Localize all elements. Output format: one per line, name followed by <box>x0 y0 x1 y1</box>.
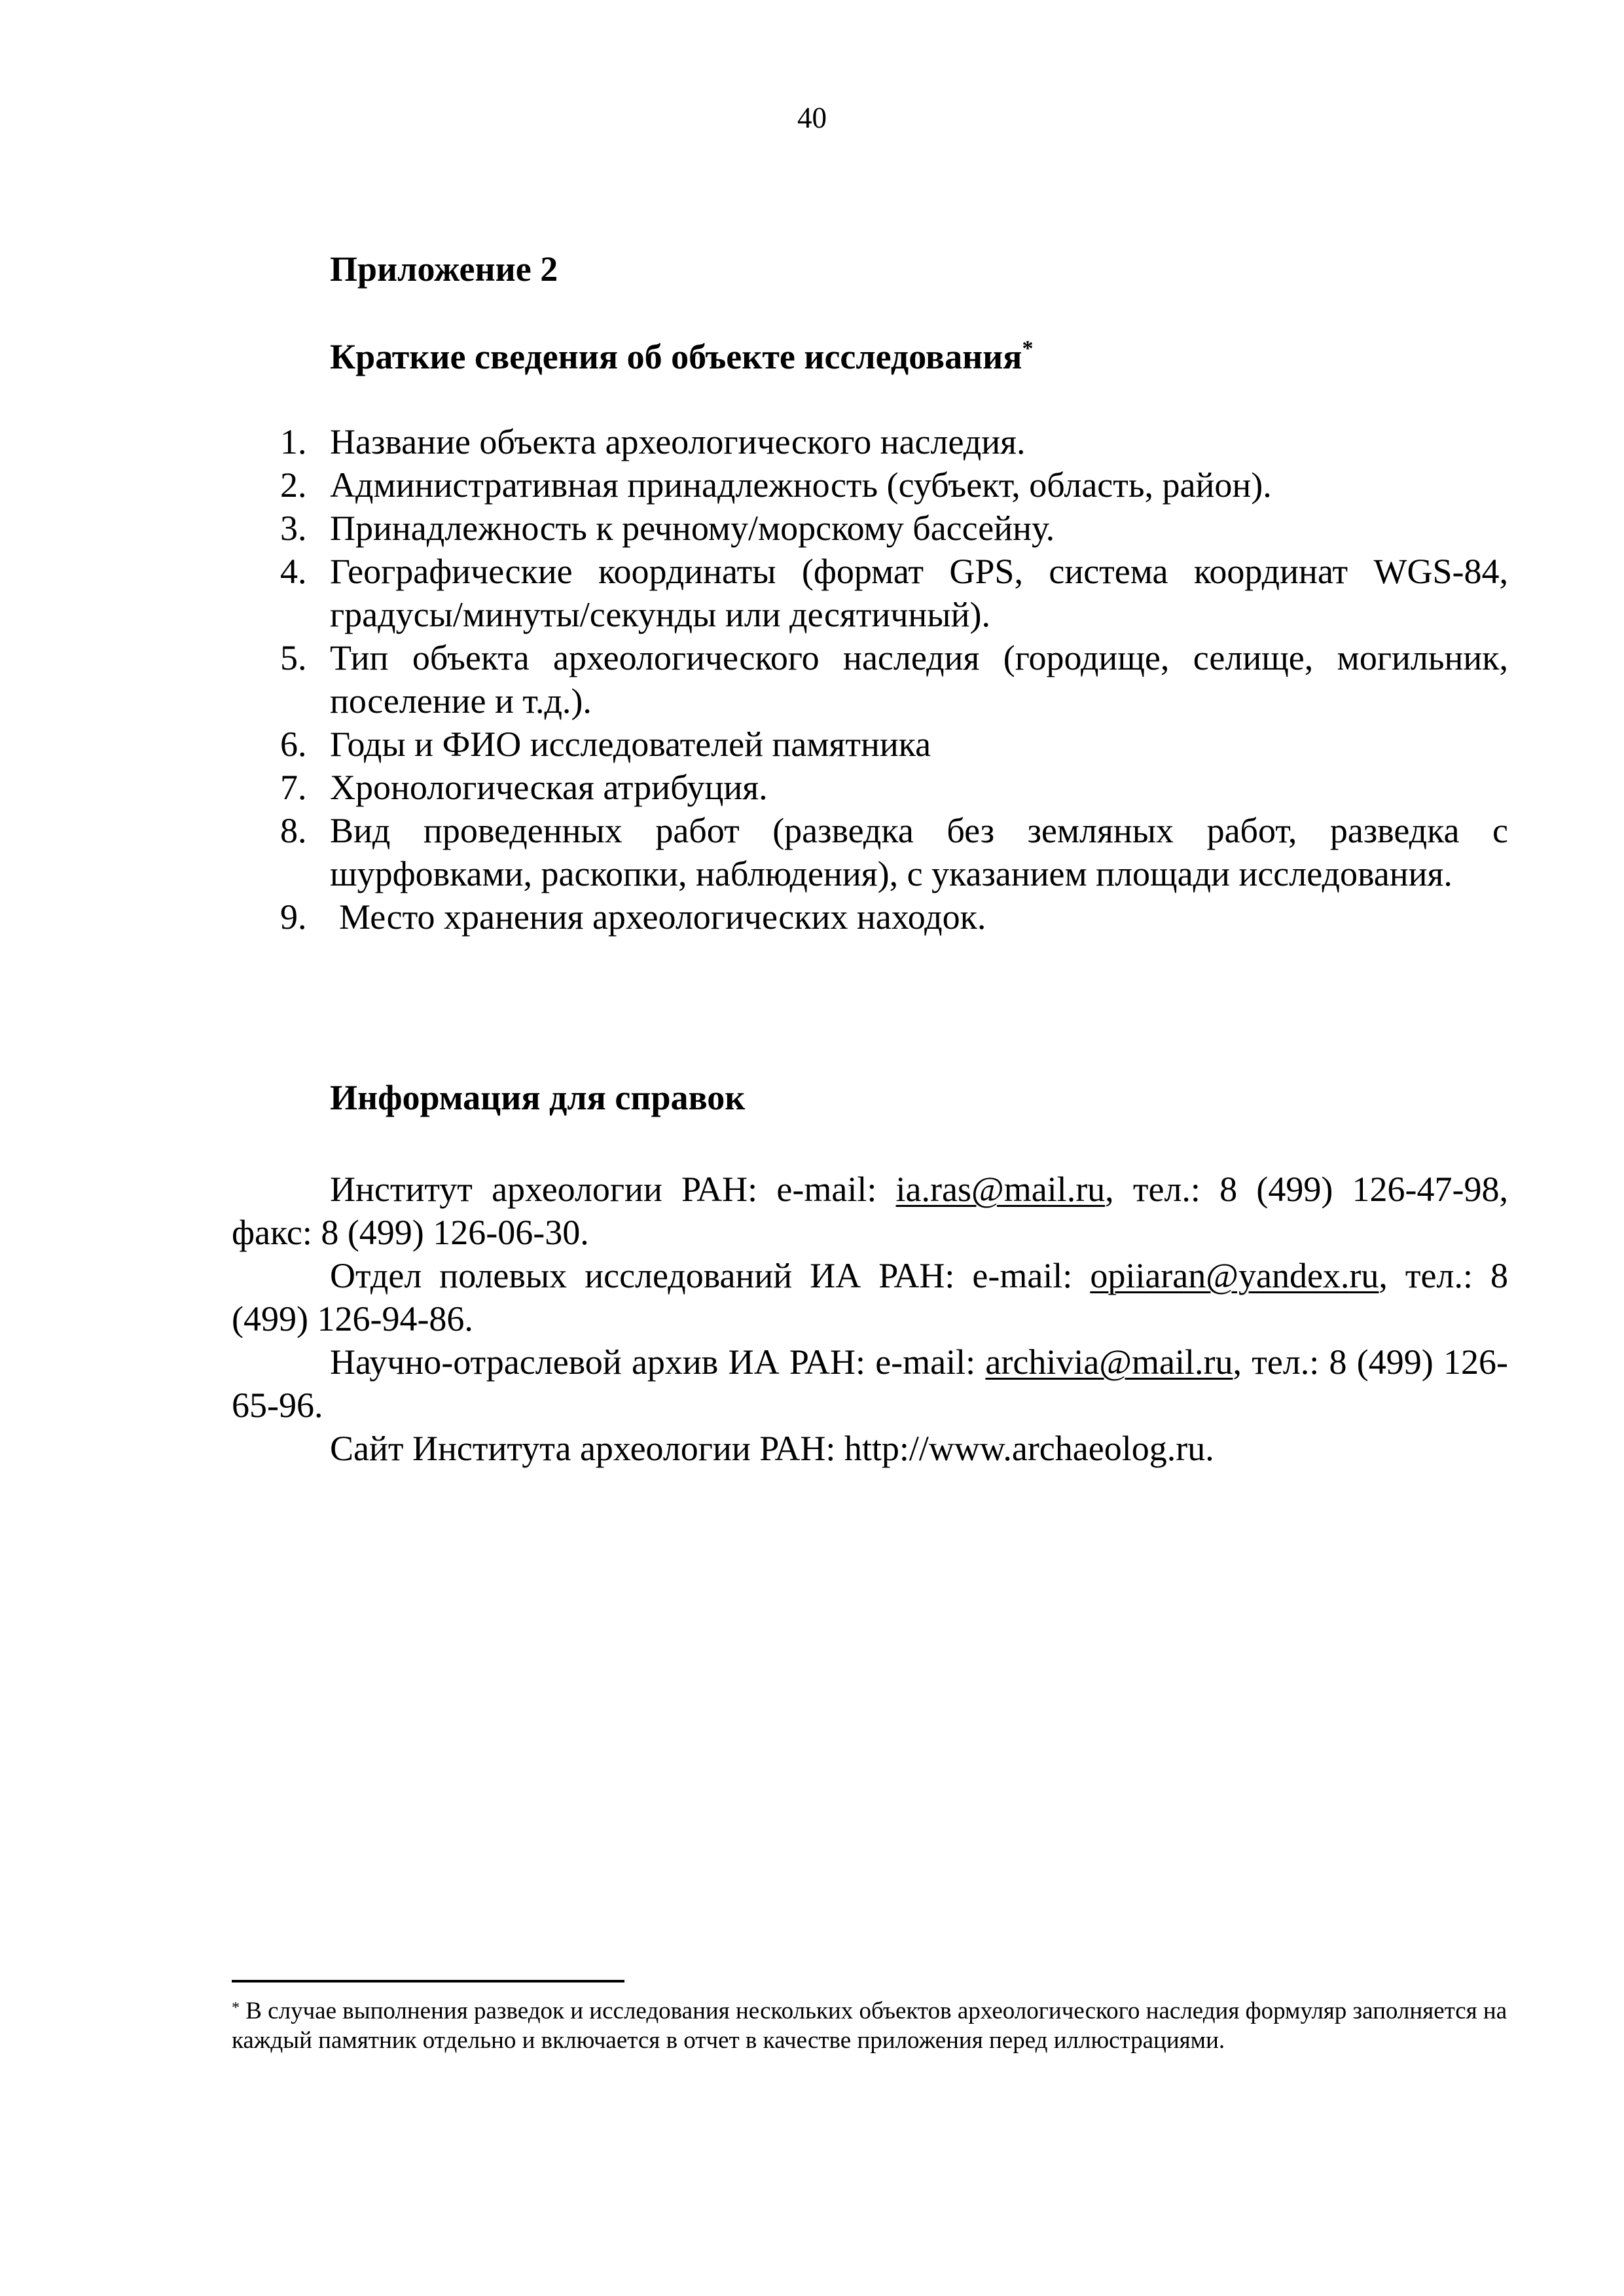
archive-contacts <box>232 1340 1508 1427</box>
field-dept-prefix: Отдел полевых исследований ИА РАН: e-mail: <box>330 1256 1091 1295</box>
list-item-text: Географические координаты (формат GPS, система координат WGS-84, градусы/минуты/секунды или десятичный). <box>330 552 1508 634</box>
list-item <box>229 420 1508 463</box>
institute-suffix: , тел.: 8 (499) 126-47-98, факс: 8 (499) 126-06-30. <box>232 1170 1508 1252</box>
list-item <box>229 809 1508 895</box>
footnote-mark: * <box>232 2000 240 2017</box>
institute-email-link[interactable]: ia.ras@mail.ru <box>895 1170 1106 1209</box>
list-item-number: 7. <box>280 768 307 807</box>
list-item-text: Хронологическая атрибуция. <box>330 768 768 807</box>
list-item-text: Место хранения археологических находок. <box>339 897 986 937</box>
site-contacts <box>232 1427 1508 1470</box>
section-title <box>330 335 1034 378</box>
list-item-number: 6. <box>280 725 307 764</box>
list-item <box>229 766 1508 809</box>
list-item-text: Тип объекта археологического наследия (городище, селище, могильник, поселение и т.д.). <box>330 638 1508 721</box>
site-prefix: Сайт Института археологии РАН: <box>330 1429 844 1468</box>
footnote-text: В случае выполнения разведок и исследования нескольких объектов археологического наследия формуляр заполняется на каждый памятник отдельно и включается в отчет в качестве приложения перед иллюстрациями. <box>232 1998 1507 2054</box>
list-item <box>229 463 1508 507</box>
section-title-text: Краткие сведения об объекте исследования <box>330 337 1022 376</box>
list-item <box>229 550 1508 636</box>
field-dept-email-link[interactable]: opiiaran@yandex.ru <box>1090 1256 1379 1295</box>
appendix-title: Приложение 2 <box>330 249 558 289</box>
list-item <box>229 507 1508 550</box>
list-item <box>229 636 1508 723</box>
site-url[interactable]: http://www.archaeolog.ru. <box>844 1429 1214 1468</box>
list-item-number: 8. <box>280 811 307 850</box>
list-item-number: 3. <box>280 509 307 548</box>
list-item-text: Вид проведенных работ (разведка без земляных работ, разведка с шурфовками, раскопки, наблюдения), с указанием площади исследования. <box>330 811 1508 893</box>
archive-prefix: Научно-отраслевой архив ИА РАН: e-mail: <box>330 1342 986 1382</box>
list-item-number: 1. <box>280 422 307 461</box>
list-item-number: 4. <box>280 552 307 591</box>
list-item-number: 9. <box>280 897 307 937</box>
archive-email-link[interactable]: archivia@mail.ru <box>985 1342 1233 1382</box>
institute-contacts <box>232 1168 1508 1254</box>
archive-suffix: , тел.: 8 (499) 126-65-96. <box>232 1342 1509 1425</box>
field-dept-suffix: , тел.: 8 (499) 126-94-86. <box>232 1256 1508 1338</box>
list-item-number: 2. <box>280 465 307 505</box>
list-item-text: Административная принадлежность (субъект, область, район). <box>330 465 1272 505</box>
list-item <box>229 723 1508 766</box>
page-number: 40 <box>797 101 827 134</box>
research-object-list <box>229 420 1508 939</box>
list-item-text: Принадлежность к речному/морскому бассейну. <box>330 509 1055 548</box>
info-title: Информация для справок <box>330 1078 746 1117</box>
footnote-divider <box>232 1980 624 1982</box>
section-title-footnote-mark: * <box>1022 336 1034 361</box>
field-dept-contacts <box>232 1254 1508 1340</box>
footnote <box>232 1996 1508 2055</box>
info-block <box>232 1168 1508 1470</box>
institute-prefix: Институт археологии РАН: e-mail: <box>330 1170 896 1209</box>
list-item <box>229 895 1508 939</box>
list-item-number: 5. <box>280 638 307 677</box>
list-item-text: Название объекта археологического наследия. <box>330 422 1026 461</box>
list-item-text: Годы и ФИО исследователей памятника <box>330 725 931 764</box>
